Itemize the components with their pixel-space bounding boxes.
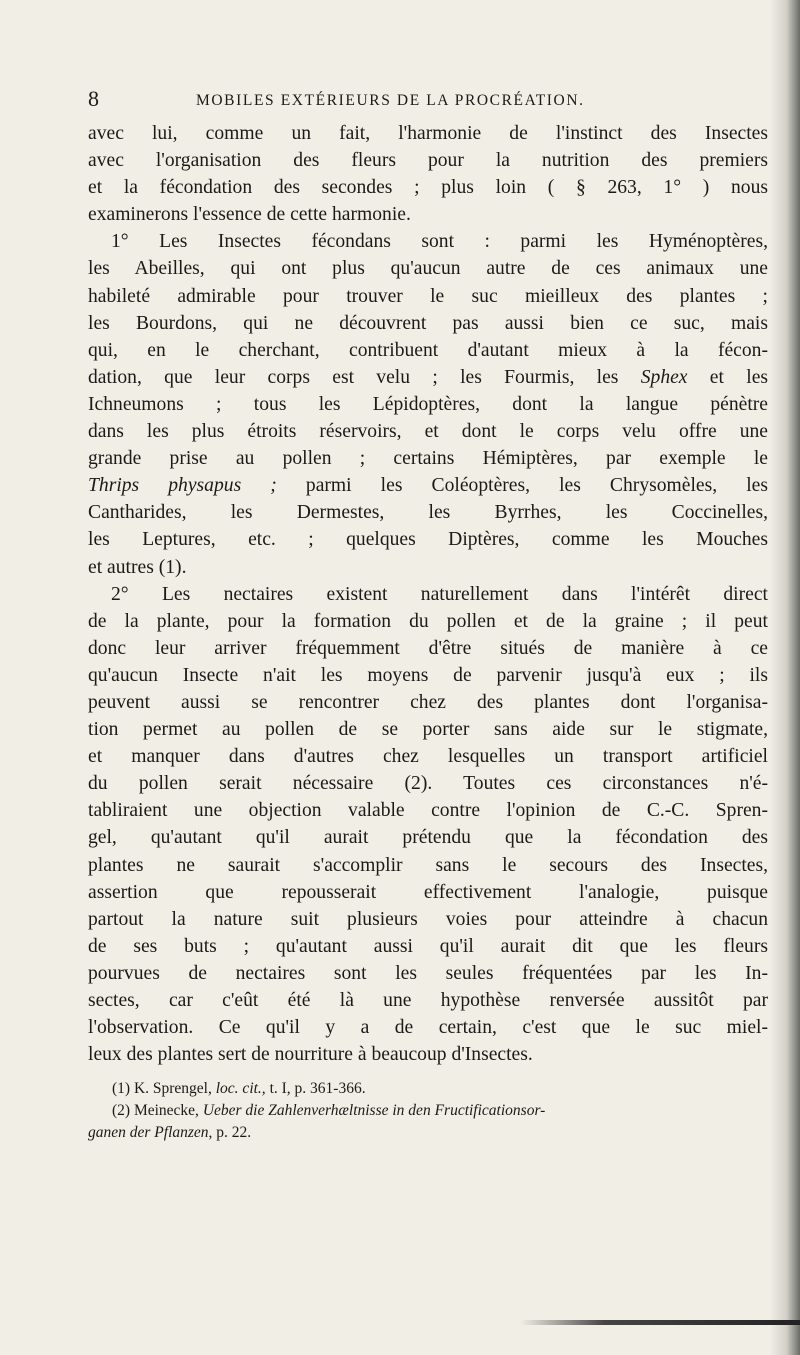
body-line: pourvues de nectaires sont les seules fréquentées par les In- xyxy=(88,962,768,984)
footnote-line xyxy=(88,1078,768,1100)
body-line: les Bourdons, qui ne découvrent pas aussi bien ce suc, mais xyxy=(88,312,768,334)
body-line: plantes ne saurait s'accomplir sans le secours des Insectes, xyxy=(88,854,768,876)
body-line: partout la nature suit plusieurs voies pour atteindre à chacun xyxy=(88,908,768,930)
footnote-italic: loc. cit., xyxy=(215,1080,266,1098)
italic-term-thrips: Thrips physapus ; xyxy=(88,475,277,497)
footnote-1 xyxy=(88,1078,768,1100)
footnote-line xyxy=(88,1100,768,1122)
body-line-part: et les xyxy=(687,366,768,388)
body-line: peuvent aussi se rencontrer chez des plantes dont l'organisa- xyxy=(88,691,768,713)
body-line: et la fécondation des secondes ; plus loin ( § 263, 1° ) nous xyxy=(88,177,768,199)
body-line: 2° Les nectaires existent naturellement dans l'intérêt direct xyxy=(111,583,768,605)
body-line: du pollen serait nécessaire (2). Toutes ces circonstances n'é- xyxy=(88,773,768,795)
body-line: avec l'organisation des fleurs pour la nutrition des premiers xyxy=(88,150,768,172)
body-line: dans les plus étroits réservoirs, et dont le corps velu offre une xyxy=(88,421,768,443)
body-line: qu'aucun Insecte n'ait les moyens de parvenir jusqu'à eux ; ils xyxy=(88,664,768,686)
book-page xyxy=(88,84,768,1144)
body-line: grande prise au pollen ; certains Hémiptères, par exemple le xyxy=(88,448,768,470)
body-line: de la plante, pour la formation du pollen et de la graine ; il peut xyxy=(88,610,768,632)
italic-term-sphex: Sphex xyxy=(640,366,688,388)
body-line: avec lui, comme un fait, l'harmonie de l'instinct des Insectes xyxy=(88,123,768,144)
page-edge-shadow xyxy=(770,0,800,1355)
footnote-2 xyxy=(88,1100,768,1144)
body-line-mixed xyxy=(88,472,768,499)
footnote-italic: ganen der Pflanzen xyxy=(88,1124,209,1142)
body-line: l'observation. Ce qu'il y a de certain, c'est que le suc miel- xyxy=(88,1017,768,1039)
body-line: et manquer dans d'autres chez lesquelles un transport artificiel xyxy=(88,746,768,768)
body-line: tabliraient une objection valable contre l'opinion de C.-C. Spren- xyxy=(88,800,768,822)
body-line: assertion que repousserait effectivement l'analogie, puisque xyxy=(88,881,768,903)
footnote-text: t. I, p. 361-366. xyxy=(265,1080,366,1098)
body-line: sectes, car c'eût été là une hypothèse renversée aussitôt par xyxy=(88,990,768,1011)
body-line: de ses buts ; qu'autant aussi qu'il aurait dit que les fleurs xyxy=(88,935,768,957)
body-line: qui, en le cherchant, contribuent d'autant mieux à la fécon- xyxy=(88,339,768,361)
page-number: 8 xyxy=(88,86,99,111)
body-line: 1° Les Insectes fécondans sont : parmi les Hyménoptères, xyxy=(111,231,768,253)
footnote-text: (2) Meinecke, xyxy=(112,1102,203,1120)
scan-bottom-rule xyxy=(520,1320,800,1325)
body-text xyxy=(88,120,768,1068)
body-line: les Abeilles, qui ont plus qu'aucun autre de ces animaux une xyxy=(88,258,768,280)
body-line: tion permet au pollen de se porter sans aide sur le stigmate, xyxy=(88,719,768,741)
body-line: donc leur arriver fréquemment d'être situés de manière à ce xyxy=(88,637,768,659)
footnote-text: (1) K. Sprengel, xyxy=(112,1080,216,1098)
body-line: gel, qu'autant qu'il aurait prétendu que la fécondation des xyxy=(88,827,768,849)
body-line-mixed xyxy=(88,364,768,391)
body-line: Ichneumons ; tous les Lépidoptères, dont la langue pénètre xyxy=(88,393,768,415)
body-line-part: dation, que leur corps est velu ; les Fourmis, les xyxy=(88,366,641,388)
page-header xyxy=(88,84,768,114)
body-line: habileté admirable pour trouver le suc mieilleux des plantes ; xyxy=(88,285,768,307)
body-line-part: parmi les Coléoptères, les Chrysomèles, les xyxy=(276,475,768,497)
footnote-italic: Ueber die Zahlenverhæltnisse in den Fructificationsor- xyxy=(202,1102,546,1120)
footnotes xyxy=(88,1078,768,1144)
footnote-line xyxy=(88,1122,768,1144)
running-title: MOBILES EXTÉRIEURS DE LA PROCRÉATION. xyxy=(196,92,585,109)
body-line: leux des plantes sert de nourriture à beaucoup d'Insectes. xyxy=(88,1044,533,1066)
footnote-text: , p. 22. xyxy=(208,1124,252,1142)
body-line: les Leptures, etc. ; quelques Diptères, comme les Mouches xyxy=(88,529,768,551)
body-line: et autres (1). xyxy=(88,556,187,578)
body-line: examinerons l'essence de cette harmonie. xyxy=(88,204,411,226)
body-line: Cantharides, les Dermestes, les Byrrhes, les Coccinelles, xyxy=(88,502,768,524)
